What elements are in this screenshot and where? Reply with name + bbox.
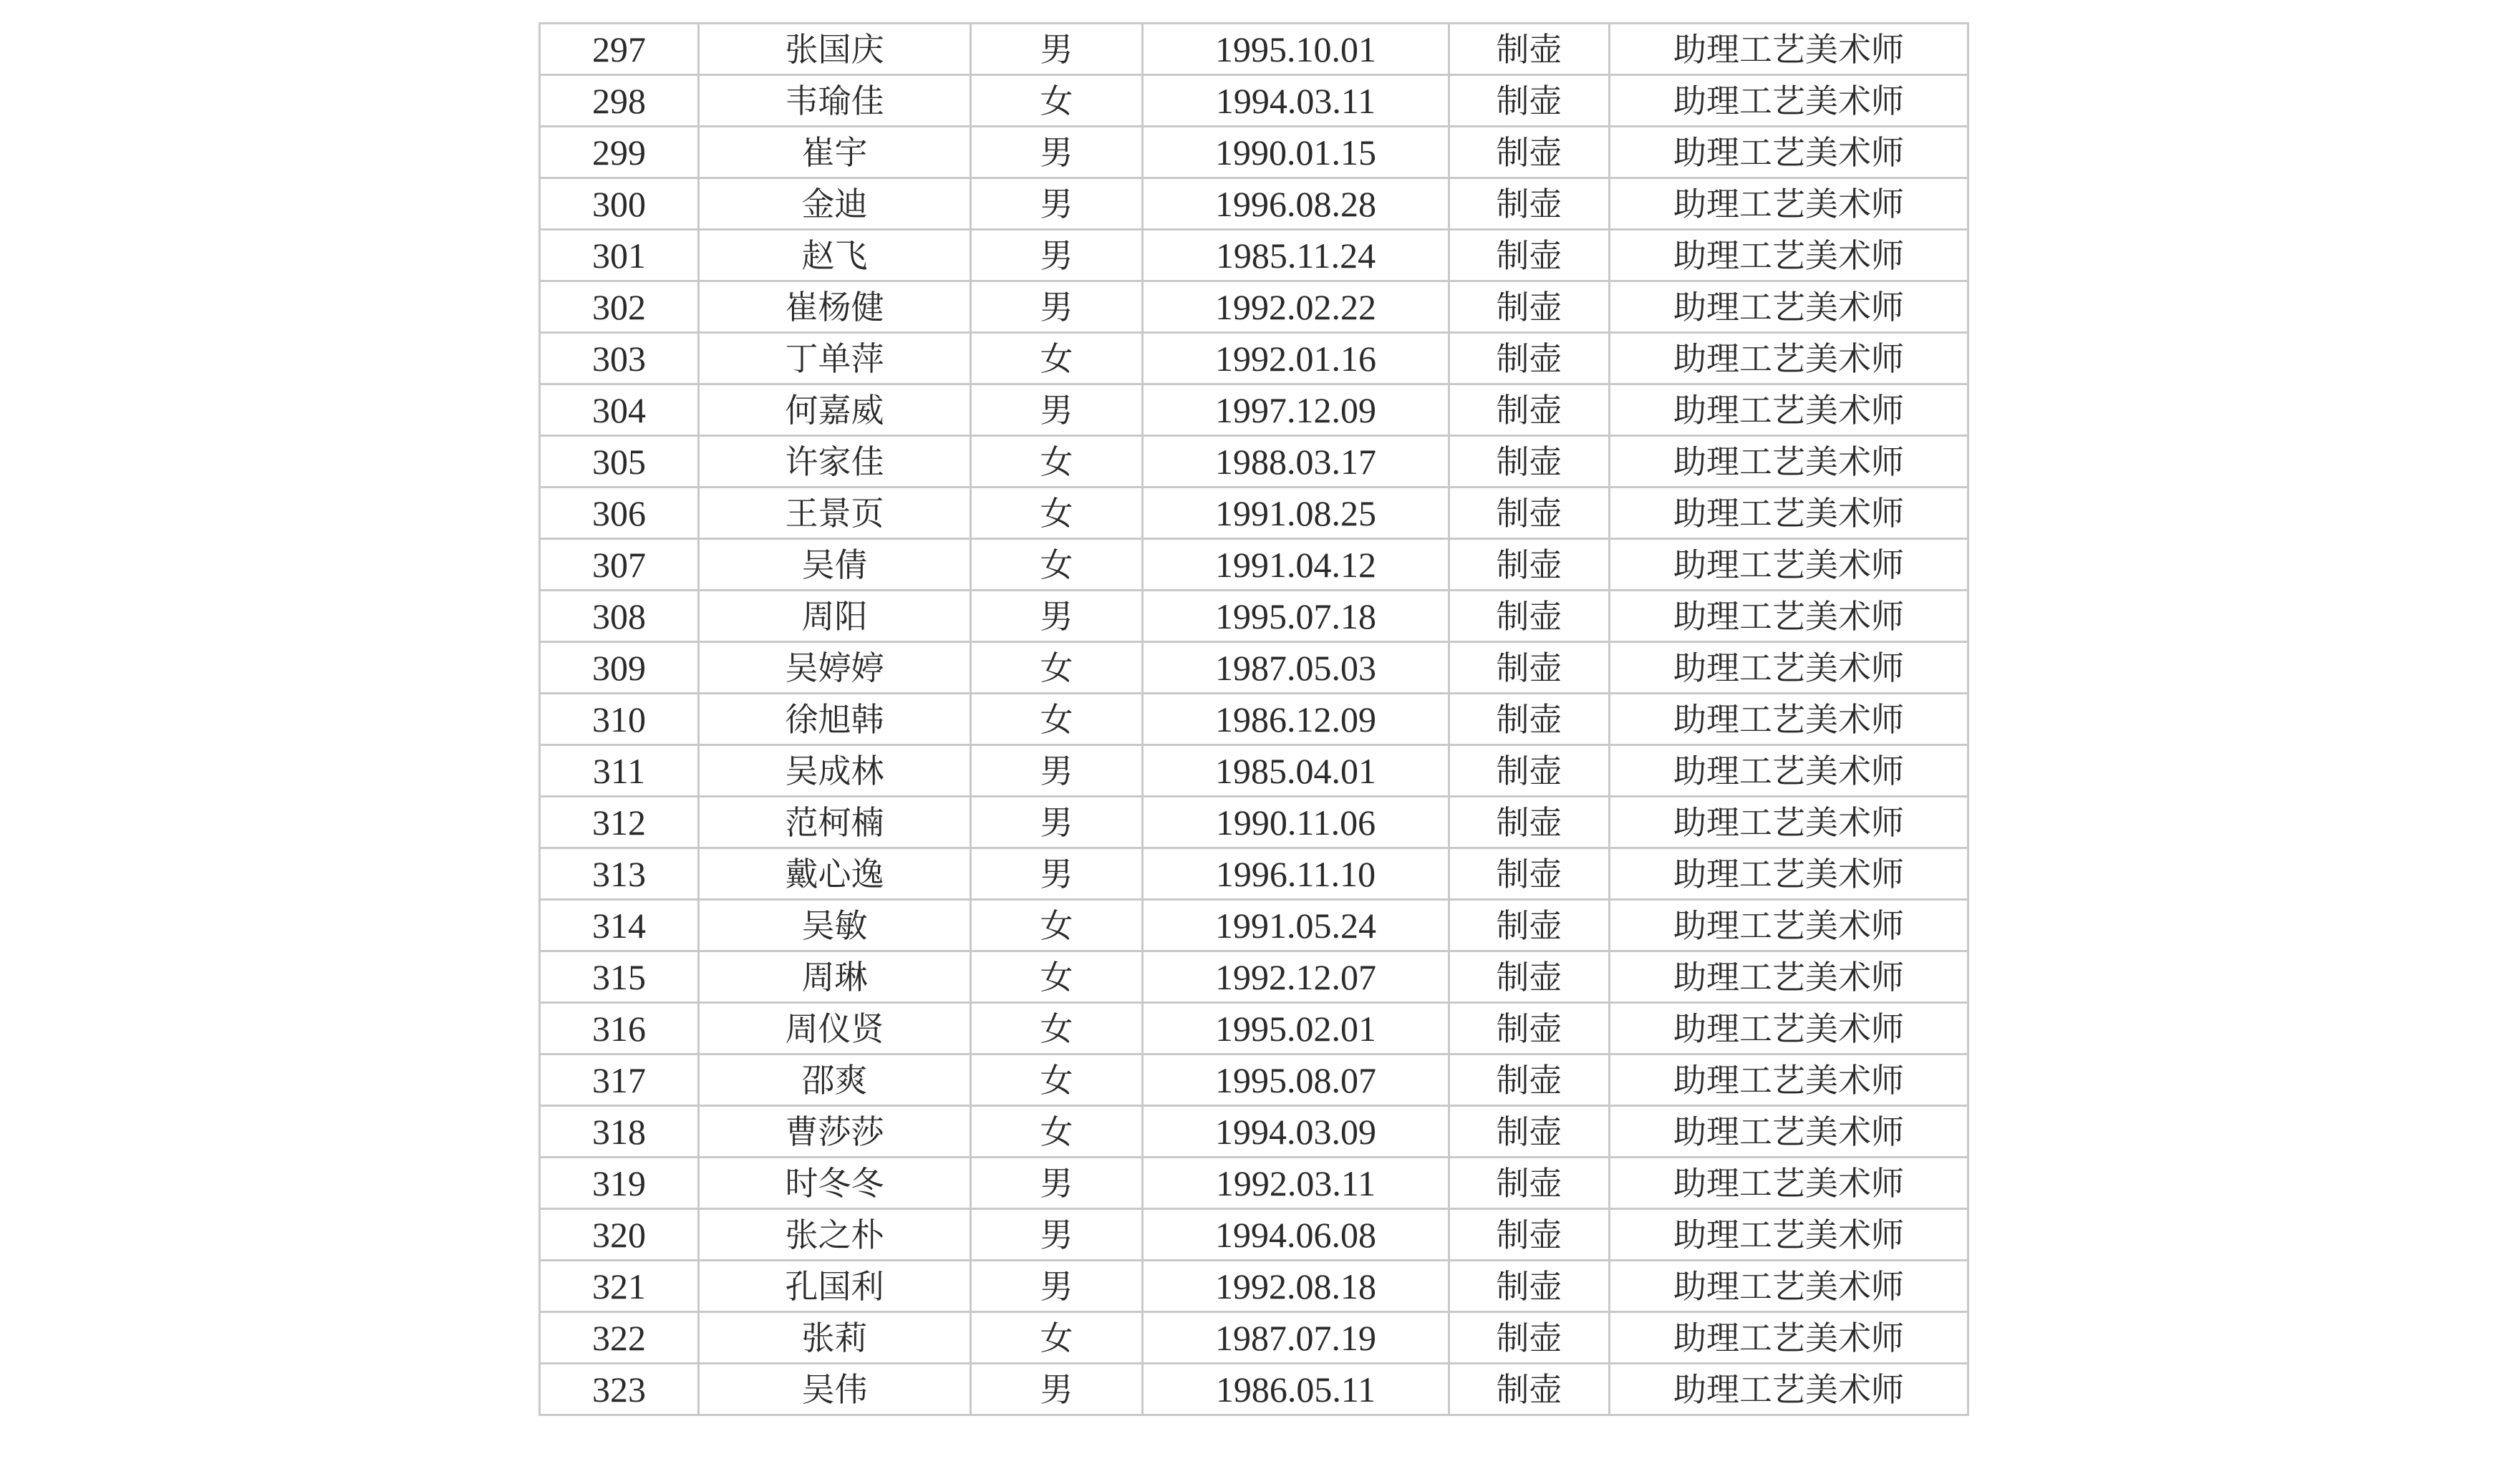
specialty-cell: 制壶 — [1449, 488, 1610, 539]
name-cell: 张莉 — [699, 1312, 971, 1364]
professional-title-cell: 助理工艺美术师 — [1610, 694, 1968, 745]
row-number-cell: 319 — [540, 1158, 699, 1209]
birth-date-cell: 1990.11.06 — [1143, 797, 1449, 848]
birth-date-cell: 1996.11.10 — [1143, 848, 1449, 900]
table-row — [540, 333, 1968, 384]
gender-cell: 女 — [971, 1054, 1143, 1106]
birth-date-cell: 1997.12.09 — [1143, 384, 1449, 436]
professional-title-cell: 助理工艺美术师 — [1610, 591, 1968, 642]
specialty-cell: 制壶 — [1449, 436, 1610, 488]
professional-title-cell: 助理工艺美术师 — [1610, 539, 1968, 591]
birth-date-cell: 1986.12.09 — [1143, 694, 1449, 745]
professional-title-cell: 助理工艺美术师 — [1610, 75, 1968, 127]
name-cell: 曹莎莎 — [699, 1106, 971, 1158]
row-number-cell: 301 — [540, 230, 699, 281]
birth-date-cell: 1992.03.11 — [1143, 1158, 1449, 1209]
professional-title-cell: 助理工艺美术师 — [1610, 281, 1968, 333]
professional-title-cell: 助理工艺美术师 — [1610, 1106, 1968, 1158]
table-row — [540, 1158, 1968, 1209]
birth-date-cell: 1994.03.09 — [1143, 1106, 1449, 1158]
row-number-cell: 299 — [540, 127, 699, 178]
table-row — [540, 75, 1968, 127]
gender-cell: 女 — [971, 900, 1143, 951]
professional-title-cell: 助理工艺美术师 — [1610, 436, 1968, 488]
row-number-cell: 314 — [540, 900, 699, 951]
table-row — [540, 384, 1968, 436]
table-row — [540, 1261, 1968, 1312]
table-row — [540, 1106, 1968, 1158]
gender-cell: 男 — [971, 230, 1143, 281]
professional-title-cell: 助理工艺美术师 — [1610, 384, 1968, 436]
gender-cell: 男 — [971, 1261, 1143, 1312]
birth-date-cell: 1991.08.25 — [1143, 488, 1449, 539]
birth-date-cell: 1995.07.18 — [1143, 591, 1449, 642]
birth-date-cell: 1996.08.28 — [1143, 178, 1449, 230]
birth-date-cell: 1995.08.07 — [1143, 1054, 1449, 1106]
professional-title-cell: 助理工艺美术师 — [1610, 488, 1968, 539]
table-row — [540, 230, 1968, 281]
specialty-cell: 制壶 — [1449, 1364, 1610, 1415]
gender-cell: 女 — [971, 694, 1143, 745]
birth-date-cell: 1995.02.01 — [1143, 1003, 1449, 1054]
professional-title-cell: 助理工艺美术师 — [1610, 1054, 1968, 1106]
table-row — [540, 1003, 1968, 1054]
birth-date-cell: 1987.07.19 — [1143, 1312, 1449, 1364]
name-cell: 张国庆 — [699, 24, 971, 75]
professional-title-cell: 助理工艺美术师 — [1610, 745, 1968, 797]
specialty-cell: 制壶 — [1449, 1209, 1610, 1261]
row-number-cell: 323 — [540, 1364, 699, 1415]
row-number-cell: 320 — [540, 1209, 699, 1261]
gender-cell: 女 — [971, 488, 1143, 539]
gender-cell: 女 — [971, 1106, 1143, 1158]
gender-cell: 男 — [971, 797, 1143, 848]
table-row — [540, 281, 1968, 333]
row-number-cell: 315 — [540, 951, 699, 1003]
specialty-cell: 制壶 — [1449, 1003, 1610, 1054]
birth-date-cell: 1987.05.03 — [1143, 642, 1449, 694]
table-row — [540, 127, 1968, 178]
row-number-cell: 304 — [540, 384, 699, 436]
name-cell: 赵飞 — [699, 230, 971, 281]
birth-date-cell: 1992.12.07 — [1143, 951, 1449, 1003]
professional-title-cell: 助理工艺美术师 — [1610, 797, 1968, 848]
name-cell: 孔国利 — [699, 1261, 971, 1312]
gender-cell: 女 — [971, 642, 1143, 694]
professional-title-cell: 助理工艺美术师 — [1610, 178, 1968, 230]
gender-cell: 女 — [971, 951, 1143, 1003]
professional-title-cell: 助理工艺美术师 — [1610, 848, 1968, 900]
gender-cell: 女 — [971, 1312, 1143, 1364]
name-cell: 吴成林 — [699, 745, 971, 797]
name-cell: 韦瑜佳 — [699, 75, 971, 127]
table-row — [540, 1312, 1968, 1364]
specialty-cell: 制壶 — [1449, 797, 1610, 848]
name-cell: 时冬冬 — [699, 1158, 971, 1209]
professional-title-cell: 助理工艺美术师 — [1610, 1312, 1968, 1364]
table-row — [540, 1364, 1968, 1415]
table-row — [540, 951, 1968, 1003]
professional-title-cell: 助理工艺美术师 — [1610, 1209, 1968, 1261]
table-row — [540, 488, 1968, 539]
gender-cell: 男 — [971, 1209, 1143, 1261]
table-row — [540, 539, 1968, 591]
name-cell: 崔杨健 — [699, 281, 971, 333]
name-cell: 周琳 — [699, 951, 971, 1003]
birth-date-cell: 1988.03.17 — [1143, 436, 1449, 488]
name-cell: 吴伟 — [699, 1364, 971, 1415]
specialty-cell: 制壶 — [1449, 642, 1610, 694]
professional-title-cell: 助理工艺美术师 — [1610, 951, 1968, 1003]
roster-table — [538, 22, 1969, 1416]
row-number-cell: 306 — [540, 488, 699, 539]
gender-cell: 女 — [971, 333, 1143, 384]
professional-title-cell: 助理工艺美术师 — [1610, 230, 1968, 281]
name-cell: 许家佳 — [699, 436, 971, 488]
row-number-cell: 312 — [540, 797, 699, 848]
specialty-cell: 制壶 — [1449, 127, 1610, 178]
professional-title-cell: 助理工艺美术师 — [1610, 1003, 1968, 1054]
name-cell: 周阳 — [699, 591, 971, 642]
birth-date-cell: 1985.11.24 — [1143, 230, 1449, 281]
professional-title-cell: 助理工艺美术师 — [1610, 900, 1968, 951]
specialty-cell: 制壶 — [1449, 75, 1610, 127]
gender-cell: 男 — [971, 591, 1143, 642]
table-row — [540, 848, 1968, 900]
specialty-cell: 制壶 — [1449, 384, 1610, 436]
row-number-cell: 300 — [540, 178, 699, 230]
specialty-cell: 制壶 — [1449, 281, 1610, 333]
birth-date-cell: 1994.03.11 — [1143, 75, 1449, 127]
table-row — [540, 1209, 1968, 1261]
birth-date-cell: 1985.04.01 — [1143, 745, 1449, 797]
table-row — [540, 745, 1968, 797]
name-cell: 吴倩 — [699, 539, 971, 591]
row-number-cell: 302 — [540, 281, 699, 333]
row-number-cell: 308 — [540, 591, 699, 642]
table-row — [540, 591, 1968, 642]
gender-cell: 男 — [971, 384, 1143, 436]
row-number-cell: 305 — [540, 436, 699, 488]
professional-title-cell: 助理工艺美术师 — [1610, 642, 1968, 694]
professional-title-cell: 助理工艺美术师 — [1610, 1364, 1968, 1415]
table-row — [540, 797, 1968, 848]
birth-date-cell: 1994.06.08 — [1143, 1209, 1449, 1261]
table-row — [540, 24, 1968, 75]
gender-cell: 男 — [971, 178, 1143, 230]
name-cell: 徐旭韩 — [699, 694, 971, 745]
birth-date-cell: 1992.02.22 — [1143, 281, 1449, 333]
row-number-cell: 321 — [540, 1261, 699, 1312]
professional-title-cell: 助理工艺美术师 — [1610, 1158, 1968, 1209]
table-row — [540, 694, 1968, 745]
gender-cell: 女 — [971, 1003, 1143, 1054]
specialty-cell: 制壶 — [1449, 1261, 1610, 1312]
birth-date-cell: 1991.04.12 — [1143, 539, 1449, 591]
name-cell: 周仪贤 — [699, 1003, 971, 1054]
name-cell: 金迪 — [699, 178, 971, 230]
name-cell: 何嘉威 — [699, 384, 971, 436]
specialty-cell: 制壶 — [1449, 1158, 1610, 1209]
professional-title-cell: 助理工艺美术师 — [1610, 127, 1968, 178]
birth-date-cell: 1995.10.01 — [1143, 24, 1449, 75]
specialty-cell: 制壶 — [1449, 539, 1610, 591]
name-cell: 吴敏 — [699, 900, 971, 951]
row-number-cell: 310 — [540, 694, 699, 745]
specialty-cell: 制壶 — [1449, 178, 1610, 230]
gender-cell: 男 — [971, 848, 1143, 900]
birth-date-cell: 1992.08.18 — [1143, 1261, 1449, 1312]
row-number-cell: 298 — [540, 75, 699, 127]
name-cell: 戴心逸 — [699, 848, 971, 900]
row-number-cell: 303 — [540, 333, 699, 384]
specialty-cell: 制壶 — [1449, 694, 1610, 745]
professional-title-cell: 助理工艺美术师 — [1610, 24, 1968, 75]
table-row — [540, 178, 1968, 230]
name-cell: 邵爽 — [699, 1054, 971, 1106]
specialty-cell: 制壶 — [1449, 1054, 1610, 1106]
gender-cell: 男 — [971, 1158, 1143, 1209]
specialty-cell: 制壶 — [1449, 951, 1610, 1003]
roster-table-body — [540, 24, 1968, 1415]
row-number-cell: 307 — [540, 539, 699, 591]
row-number-cell: 297 — [540, 24, 699, 75]
birth-date-cell: 1991.05.24 — [1143, 900, 1449, 951]
row-number-cell: 316 — [540, 1003, 699, 1054]
specialty-cell: 制壶 — [1449, 745, 1610, 797]
professional-title-cell: 助理工艺美术师 — [1610, 333, 1968, 384]
specialty-cell: 制壶 — [1449, 900, 1610, 951]
gender-cell: 男 — [971, 281, 1143, 333]
specialty-cell: 制壶 — [1449, 848, 1610, 900]
table-row — [540, 1054, 1968, 1106]
gender-cell: 女 — [971, 539, 1143, 591]
gender-cell: 男 — [971, 745, 1143, 797]
name-cell: 吴婷婷 — [699, 642, 971, 694]
specialty-cell: 制壶 — [1449, 333, 1610, 384]
name-cell: 张之朴 — [699, 1209, 971, 1261]
row-number-cell: 317 — [540, 1054, 699, 1106]
table-row — [540, 900, 1968, 951]
table-row — [540, 642, 1968, 694]
specialty-cell: 制壶 — [1449, 1312, 1610, 1364]
specialty-cell: 制壶 — [1449, 1106, 1610, 1158]
row-number-cell: 309 — [540, 642, 699, 694]
name-cell: 范柯楠 — [699, 797, 971, 848]
gender-cell: 男 — [971, 24, 1143, 75]
row-number-cell: 322 — [540, 1312, 699, 1364]
birth-date-cell: 1990.01.15 — [1143, 127, 1449, 178]
gender-cell: 女 — [971, 75, 1143, 127]
row-number-cell: 318 — [540, 1106, 699, 1158]
gender-cell: 男 — [971, 1364, 1143, 1415]
row-number-cell: 313 — [540, 848, 699, 900]
table-row — [540, 436, 1968, 488]
birth-date-cell: 1986.05.11 — [1143, 1364, 1449, 1415]
gender-cell: 女 — [971, 436, 1143, 488]
professional-title-cell: 助理工艺美术师 — [1610, 1261, 1968, 1312]
row-number-cell: 311 — [540, 745, 699, 797]
specialty-cell: 制壶 — [1449, 24, 1610, 75]
specialty-cell: 制壶 — [1449, 591, 1610, 642]
name-cell: 崔宇 — [699, 127, 971, 178]
name-cell: 丁单萍 — [699, 333, 971, 384]
name-cell: 王景页 — [699, 488, 971, 539]
gender-cell: 男 — [971, 127, 1143, 178]
birth-date-cell: 1992.01.16 — [1143, 333, 1449, 384]
specialty-cell: 制壶 — [1449, 230, 1610, 281]
